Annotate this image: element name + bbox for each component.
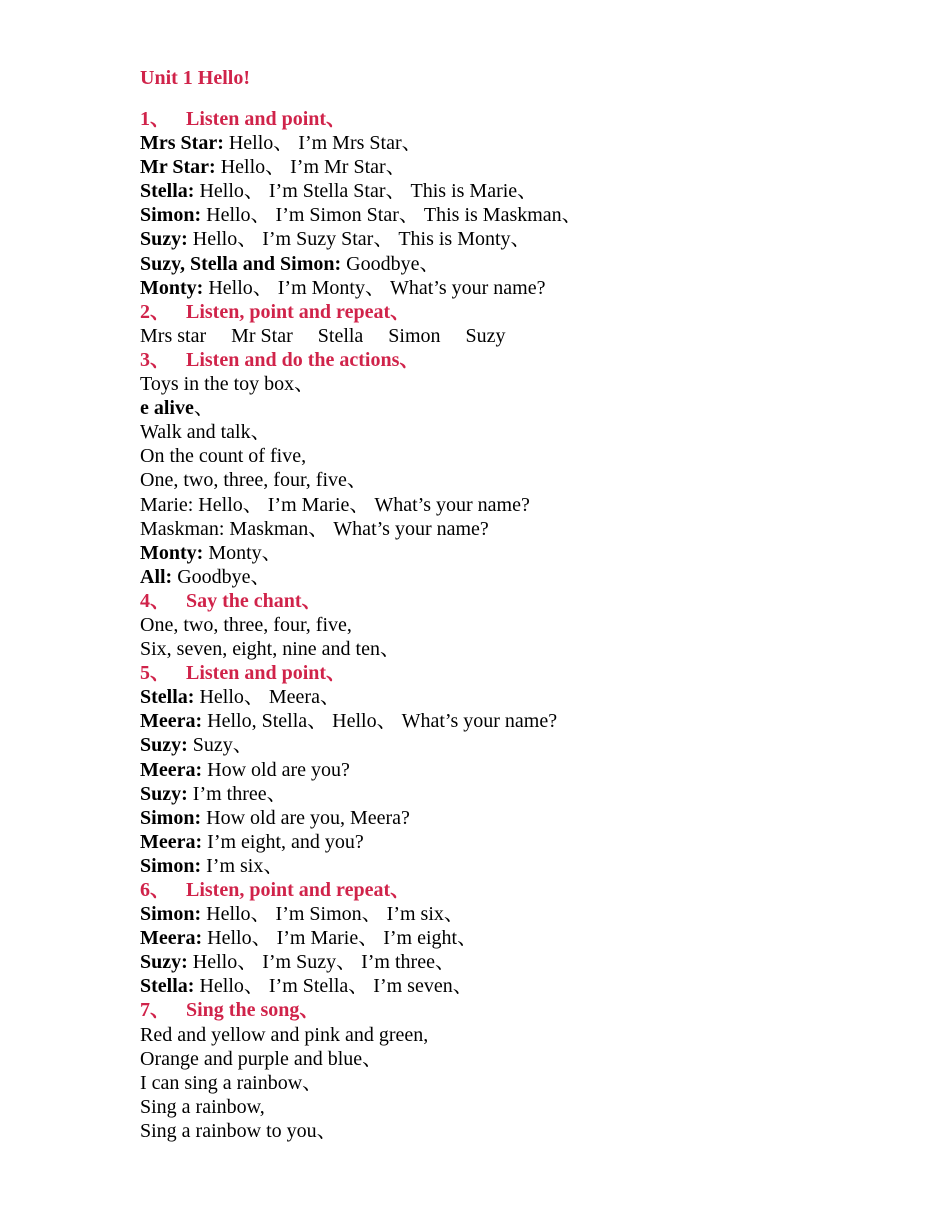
line-text: How old are you, Meera? [201,806,410,829]
speaker-label: Meera: [140,758,203,781]
speaker-label: Simon: [140,806,202,829]
section-heading-text: Listen, point and repeat、 [186,300,411,323]
section-number: 6、 [140,879,170,901]
line-text: Orange and purple and blue、 [140,1047,383,1070]
speaker-label: Simon: [140,903,202,926]
dialogue-line [140,517,920,541]
speaker-label: Suzy: [140,228,188,251]
line-text: Sing a rainbow, [140,1095,265,1118]
section-heading-text: Say the chant、 [186,589,322,612]
dialogue-line [140,155,920,179]
line-text: I’m eight, and you? [202,830,364,853]
line-text: Toys in the toy box、 [140,373,315,396]
dialogue-line [140,806,920,830]
line-text: Hello, Stella、 Hello、 What’s your name? [202,710,558,733]
dialogue-line [140,1047,920,1071]
section-number: 2、 [140,300,170,323]
dialogue-line [140,396,920,420]
dialogue-line [140,541,920,565]
line-text: Sing a rainbow to you、 [140,1119,337,1142]
section-heading-text: Listen and do the actions、 [186,348,420,371]
document-title: Unit 1 Hello! [140,67,250,89]
section-heading [140,661,920,685]
line-text: Monty、 [203,541,282,564]
line-text: Walk and talk、 [140,421,271,444]
line-text: Suzy、 [187,734,253,757]
line-text: I’m three、 [187,782,287,805]
dialogue-line [140,468,920,492]
document-page [140,64,920,1143]
speaker-label: Simon: [140,204,202,227]
dialogue-line [140,685,920,709]
dialogue-line [140,372,920,396]
dialogue-line [140,854,920,878]
dialogue-line [140,926,920,950]
section-heading [140,878,920,902]
dialogue-line [140,974,920,998]
dialogue-line [140,1095,920,1119]
dialogue-line [140,1119,920,1143]
dialogue-line [140,276,920,300]
section-number: 5、 [140,662,170,685]
speaker-label: Stella: [140,686,195,709]
dialogue-line [140,324,920,348]
speaker-label: All: [140,565,173,588]
line-text: Hello、 I’m Marie、 I’m eight、 [202,927,478,950]
line-text: Hello、 I’m Mr Star、 [215,156,406,179]
speaker-label: e alive [140,397,194,420]
line-text: Red and yellow and pink and green, [140,1023,429,1046]
section-heading [140,107,920,131]
section-heading-text: Listen and point、 [186,662,347,685]
speaker-label: Mrs Star: [140,132,224,155]
line-text: Mrs star Mr Star Stella Simon Suzy [140,324,506,347]
speaker-label: Monty: [140,276,204,299]
speaker-label: Suzy: [140,734,188,757]
section-heading-text: Listen and point、 [186,108,347,130]
line-text: Hello、 I’m Mrs Star、 [223,132,422,155]
dialogue-line [140,227,920,251]
line-text: Hello、 I’m Monty、 What’s your name? [203,276,546,299]
line-text: I can sing a rainbow、 [140,1071,323,1094]
line-text: Hello、 I’m Stella Star、 This is Marie、 [194,180,538,203]
section-heading [140,300,920,324]
speaker-label: Meera: [140,710,203,733]
section-heading-text: Listen, point and repeat、 [186,879,411,901]
dialogue-line [140,709,920,733]
line-text: One, two, three, four, five, [140,613,352,636]
speaker-label: Stella: [140,180,195,203]
dialogue-line [140,1071,920,1095]
dialogue-line [140,902,920,926]
section-number: 4、 [140,589,170,612]
line-text: I’m six、 [201,854,284,877]
sections-container [140,107,920,1143]
line-text: Goodbye、 [172,565,271,588]
dialogue-line [140,252,920,276]
section-heading [140,348,920,372]
dialogue-line [140,420,920,444]
speaker-label: Meera: [140,927,203,950]
line-text: Marie: Hello、 I’m Marie、 What’s your name? [140,493,530,516]
line-text: Hello、 I’m Simon、 I’m six、 [201,903,464,926]
line-text: Hello、 I’m Suzy、 I’m three、 [187,951,455,974]
section-number: 1、 [140,108,170,130]
section-number: 7、 [140,999,170,1022]
dialogue-line [140,733,920,757]
line-text: Hello、 I’m Simon Star、 This is Maskman、 [201,204,582,227]
dialogue-line [140,950,920,974]
line-text: One, two, three, four, five、 [140,469,367,492]
dialogue-line [140,613,920,637]
speaker-label: Suzy: [140,951,188,974]
line-text: Goodbye、 [341,252,440,275]
speaker-label: Stella: [140,975,195,998]
line-text: How old are you? [202,758,350,781]
speaker-label: Suzy: [140,782,188,805]
dialogue-line [140,1023,920,1047]
speaker-label: Simon: [140,854,202,877]
section-heading-text: Sing the song、 [186,999,320,1022]
section-number: 3、 [140,348,170,371]
section-heading [140,998,920,1022]
dialogue-line [140,131,920,155]
section-heading [140,589,920,613]
dialogue-line [140,565,920,589]
line-text: Hello、 Meera、 [194,686,340,709]
dialogue-line [140,782,920,806]
line-text: Maskman: Maskman、 What’s your name? [140,517,489,540]
dialogue-line [140,758,920,782]
line-text: Hello、 I’m Stella、 I’m seven、 [194,975,473,998]
dialogue-line [140,830,920,854]
speaker-label: Meera: [140,830,203,853]
dialogue-line [140,203,920,227]
line-text: On the count of five, [140,445,307,468]
dialogue-line [140,637,920,661]
line-text: 、 [193,397,214,420]
line-text: Six, seven, eight, nine and ten、 [140,638,400,661]
speaker-label: Monty: [140,541,204,564]
line-text: Hello、 I’m Suzy Star、 This is Monty、 [187,228,531,251]
speaker-label: Mr Star: [140,156,216,179]
dialogue-line [140,444,920,468]
speaker-label: Suzy, Stella and Simon: [140,252,342,275]
dialogue-line [140,493,920,517]
dialogue-line [140,179,920,203]
